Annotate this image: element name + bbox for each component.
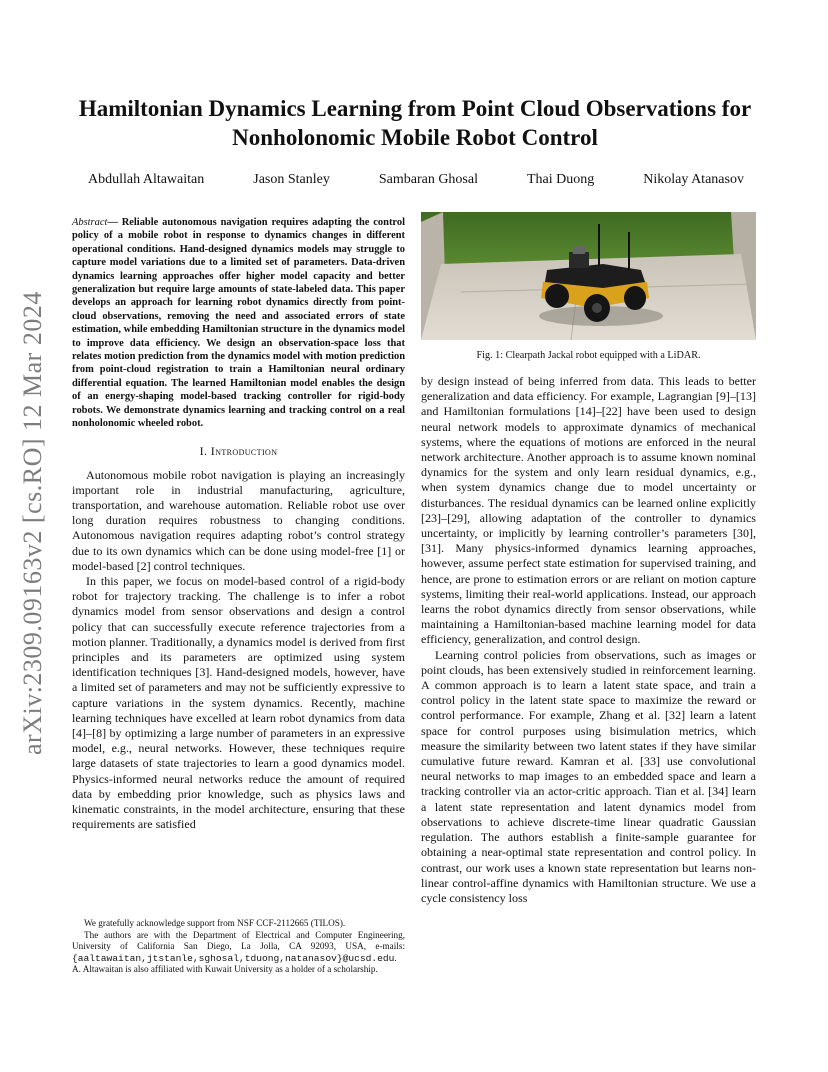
left-column: [72, 216, 405, 832]
abstract: [72, 216, 405, 431]
paper-title-line-2: Nonholonomic Mobile Robot Control: [232, 125, 598, 150]
right-column: [421, 212, 756, 906]
section-heading-introduction: I. Introduction: [199, 443, 278, 458]
author-name: Sambaran Ghosal: [378, 172, 478, 187]
author-name: Nikolay Atanasov: [643, 172, 744, 187]
footnote-acknowledgment: We gratefully acknowledge support from NSF CCF-2112665 (TILOS).: [84, 918, 346, 928]
intro-paragraph-1: Autonomous mobile robot navigation is playing an increasingly important role in industrial manufacturing, agriculture, transportation, and warehouse automation. Reliable robot use over long duration requires robustness to changing conditions. Autonomous navigation requires adapting robot’s control strategy due to its own dynamics which can be done using model-free [1] or model-based [2] control techniques.: [72, 467, 405, 573]
abstract-lead: Abstract: [72, 217, 108, 228]
footnote-affiliation: [72, 930, 405, 976]
abstract-body: — Reliable autonomous navigation requires adapting the control policy of a mobile robot in response to dynamics changes in different operational conditions. Hand-designed dynamics models may struggle to capture model variations due to a limited set of parameters. Data-driven dynamics learning approaches offer higher model capacity and better generalization but require large amounts of state-labeled data. This paper develops an approach for learning robot dynamics directly from point-cloud observations, removing the need and associated errors of state estimation, while embedding Hamiltonian structure in the dynamics model to improve data efficiency. We design an observation-space loss that relates motion prediction from the dynamics model with motion prediction from point-cloud registration to train a Hamiltonian neural ordinary differential equation. The learned Hamiltonian model enables the design of an energy-shaping model-based tracking controller for rigid-body robots. We demonstrate dynamics learning and tracking control on a real nonholonomic wheeled robot.: [72, 217, 405, 430]
footnote-affiliation-text: The authors are with the Department of Electrical and Computer Engineering, University of California San Diego, La Jolla, CA 92093, USA, e-mails:: [72, 929, 405, 952]
author-emails: {aaltawaitan,jtstanle,sghosal,tduong,natanasov}@ucsd.edu: [72, 952, 395, 964]
author-list: [76, 172, 756, 188]
paper-title-line-1: Hamiltonian Dynamics Learning from Point Cloud Observations for: [78, 96, 752, 121]
robot-photo-illustration: [421, 212, 756, 340]
figure-caption: Fig. 1: Clearpath Jackal robot equipped with a LiDAR.: [476, 350, 701, 361]
author-name: Jason Stanley: [253, 172, 330, 187]
footnote: [72, 918, 405, 976]
robot-photo: [421, 212, 756, 340]
right-paragraph-1: by design instead of being inferred from data. This leads to better generalization and data efficiency. For example, Lagrangian [9]–[13] and Hamiltonian formulations [14]–[22] have been used to design neural network models to approximate dynamics of mechanical systems, where the equations of motions are enforced in the neural network architecture. Another approach is to assume known nominal dynamics for the system and only learn residual dynamics, e.g., when system dynamics change due to model uncertainty or disturbances. The residual dynamics can be learned online explicitly [23]–[29], allowing adaptation of the controller to dynamics uncertainty, or implicitly by learning controller’s parameters [30], [31]. Many physics-informed dynamics learning approaches, however, assume perfect state estimation for supervised training, and hence, are prone to estimation errors or are reliant on motion capture systems, limiting their real-world applications. Instead, our approach learns the robot dynamics directly from sensor observations, while maintaining a Hamiltonian-based machine learning model for data efficiency, generalization, and control design.: [421, 374, 756, 647]
author-name: Thai Duong: [526, 172, 595, 187]
right-paragraph-2: Learning control policies from observations, such as images or point clouds, has been extensively studied in reinforcement learning. A common approach is to learn a latent state space, and train a control policy in the latent state space to maximize the reward or control performance. For example, Zhang et al. [32] learn a latent space for control purposes using bisimulation metrics, which measure the similarity between two latent states if they have similar cumulative future reward. Kamran et al. [33] use convolutional neural networks to map images to an embedded space and learn a tracking controller via an actor-critic approach. Tian et al. [34] learn a latent state representation and latent dynamics model from observations to achieve discrete-time linear quadratic Gaussian regulation. The authors establish a finite-sample guarantee for obtaining a near-optimal state representation and control policy. In contrast, our work uses a known state representation but learns non-linear control-affine dynamics with Hamiltonian structure. We use a cycle consistency loss: [421, 647, 756, 905]
intro-paragraph-2: In this paper, we focus on model-based control of a rigid-body robot for trajectory tracking. The challenge is to infer a robot dynamics model from sensor observations and design a control policy that can successfully execute reference trajectories from a motion planner. Traditionally, a dynamics model is derived from first principles and its parameters are optimized using system identification techniques [3]. Hand-designed models, however, have a limited set of parameters and may not be sufficiently expressive to capture variations in the system dynamics. Recently, machine learning techniques have excelled at learn robot dynamics from data [4]–[8] by optimizing a large number of parameters in an expressive model, e.g., neural networks. However, these techniques require large datasets of state trajectories to learn a good dynamics model. Physics-informed neural networks reduce the amount of required data by embedding prior knowledge, such as physics laws and kinematic constraints, in the model architecture, ensuring that these requirements are satisfied: [72, 573, 405, 832]
arxiv-identifier-stamp: arXiv:2309.09163v2 [cs.RO] 12 Mar 2024: [18, 291, 47, 755]
author-name: Abdullah Altawaitan: [88, 172, 205, 187]
paper-title: [70, 94, 760, 152]
footnote-affiliation-text-end: . A. Altawaitan is also affiliated with Kuwait University as a holder of a scholarship.: [72, 952, 397, 975]
